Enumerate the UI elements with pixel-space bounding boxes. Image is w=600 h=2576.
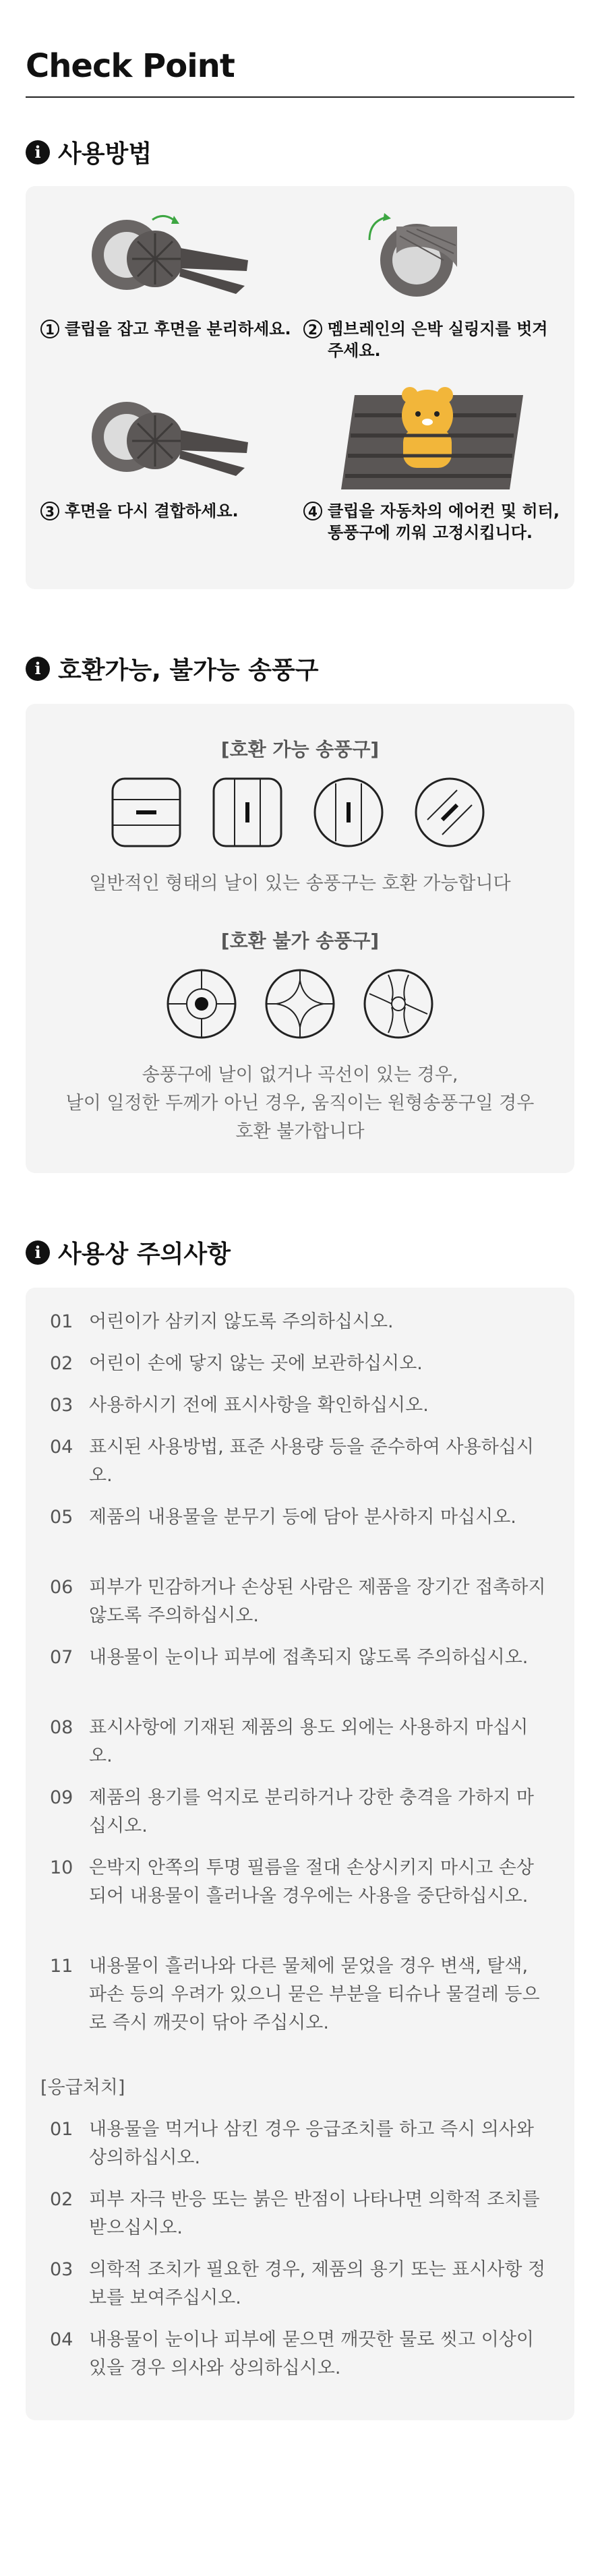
first-aid-item: 01 내용물을 먹거나 삼킨 경우 응급조치를 하고 즉시 의사와 상의하십시오.	[50, 2119, 534, 2168]
step2-illustration	[342, 206, 477, 307]
usage-title: 사용방법	[58, 140, 152, 168]
vent-round-star-icon	[263, 967, 337, 1041]
step2-label: 멤브레인의 은박 실링지를 벗겨주세요.	[328, 320, 548, 360]
vent-round-curved-icon	[361, 967, 436, 1041]
caution-title: 사용상 주의사항	[58, 1240, 231, 1268]
incompatible-line-1: 송풍구에 날이 없거나 곡선이 있는 경우,	[142, 1065, 458, 1085]
vent-round-dot-icon	[164, 967, 239, 1041]
caution-item: 03 사용하시기 전에 표시사항을 확인하십시오.	[50, 1395, 429, 1416]
compat-title: 호환가능, 불가능 송풍구	[58, 657, 319, 684]
step4-text	[303, 500, 560, 543]
step2-number: 2	[303, 320, 322, 338]
step3-illustration	[80, 388, 255, 489]
step4-illustration	[328, 355, 530, 489]
caution-item: 01 어린이가 삼키지 않도록 주의하십시오.	[50, 1311, 394, 1332]
step1-text	[40, 318, 297, 340]
vent-horizontal-icon	[109, 775, 183, 849]
compatible-desc: 일반적인 형태의 날이 있는 송풍구는 호환 가능합니다	[89, 873, 511, 894]
step3-text	[40, 500, 297, 522]
step4-label: 클립을 자동차의 에어컨 및 히터, 통풍구에 끼워 고정시킵니다.	[328, 502, 560, 542]
caution-item: 07 내용물이 눈이나 피부에 접촉되지 않도록 주의하십시오.	[50, 1647, 529, 1668]
first-aid-item: 04 내용물이 눈이나 피부에 묻으면 깨끗한 물로 씻고 이상이 있을 경우 의사와 상의하십시오.	[50, 2329, 534, 2378]
info-icon: i	[26, 140, 50, 164]
incompatible-desc	[26, 1061, 574, 1146]
vent-vertical-icon	[210, 775, 284, 849]
info-icon: i	[26, 1240, 50, 1265]
step1-label: 클립을 잡고 후면을 분리하세요.	[65, 320, 291, 338]
usage-panel	[26, 186, 574, 589]
page-title: Check Point	[26, 47, 235, 85]
step3-number: 3	[40, 502, 59, 520]
caution-item: 05 제품의 내용물을 분무기 등에 담아 분사하지 마십시오.	[50, 1507, 516, 1528]
compatible-title: [호환 가능 송풍구]	[220, 738, 380, 760]
first-aid-item: 03 의학적 조치가 필요한 경우, 제품의 용기 또는 표시사항 정보를 보여주십시오.	[50, 2259, 546, 2308]
caution-item: 11 내용물이 흘러나와 다른 물체에 묻었을 경우 변색, 탈색, 파손 등의 우려가 있으니 묻은 부분을 티슈나 물걸레 등으로 즉시 깨끗이 닦아 주십시오.	[50, 1956, 540, 2033]
compat-panel	[26, 704, 574, 1173]
first-aid-title: [응급처치]	[40, 2077, 125, 2098]
vent-round-vertical-icon	[311, 775, 386, 849]
compat-heading	[26, 651, 319, 686]
caution-item: 10 은박지 안쪽의 투명 필름을 절대 손상시키지 마시고 손상되어 내용물이 흘러나올 경우에는 사용을 중단하십시오.	[50, 1857, 534, 1907]
vent-round-diagonal-icon	[413, 775, 487, 849]
caution-heading	[26, 1235, 231, 1269]
title-divider	[26, 96, 574, 98]
step1-illustration	[80, 206, 255, 307]
caution-item: 08 표시사항에 기재된 제품의 용도 외에는 사용하지 마십시오.	[50, 1717, 529, 1766]
caution-item: 02 어린이 손에 닿지 않는 곳에 보관하십시오.	[50, 1353, 423, 1374]
incompatible-line-2: 날이 일정한 두께가 아닌 경우, 움직이는 원형송풍구일 경우	[65, 1093, 535, 1114]
incompatible-line-3: 호환 불가합니다	[235, 1121, 365, 1142]
usage-heading	[26, 135, 152, 169]
step1-number: 1	[40, 320, 59, 338]
caution-item: 06 피부가 민감하거나 손상된 사람은 제품을 장기간 접촉하지 않도록 주의하십시오.	[50, 1577, 546, 1626]
caution-item: 09 제품의 용기를 억지로 분리하거나 강한 충격을 가하지 마십시오.	[50, 1787, 534, 1836]
step3-label: 후면을 다시 결합하세요.	[65, 502, 239, 520]
step4-number: 4	[303, 502, 322, 520]
caution-item: 04 표시된 사용방법, 표준 사용량 등을 준수하여 사용하십시오.	[50, 1437, 534, 1486]
incompatible-title: [호환 불가 송풍구]	[220, 930, 380, 952]
caution-panel	[26, 1288, 574, 2420]
first-aid-item: 02 피부 자극 반응 또는 붉은 반점이 나타나면 의학적 조치를 받으십시오.	[50, 2189, 540, 2238]
info-icon: i	[26, 657, 50, 681]
